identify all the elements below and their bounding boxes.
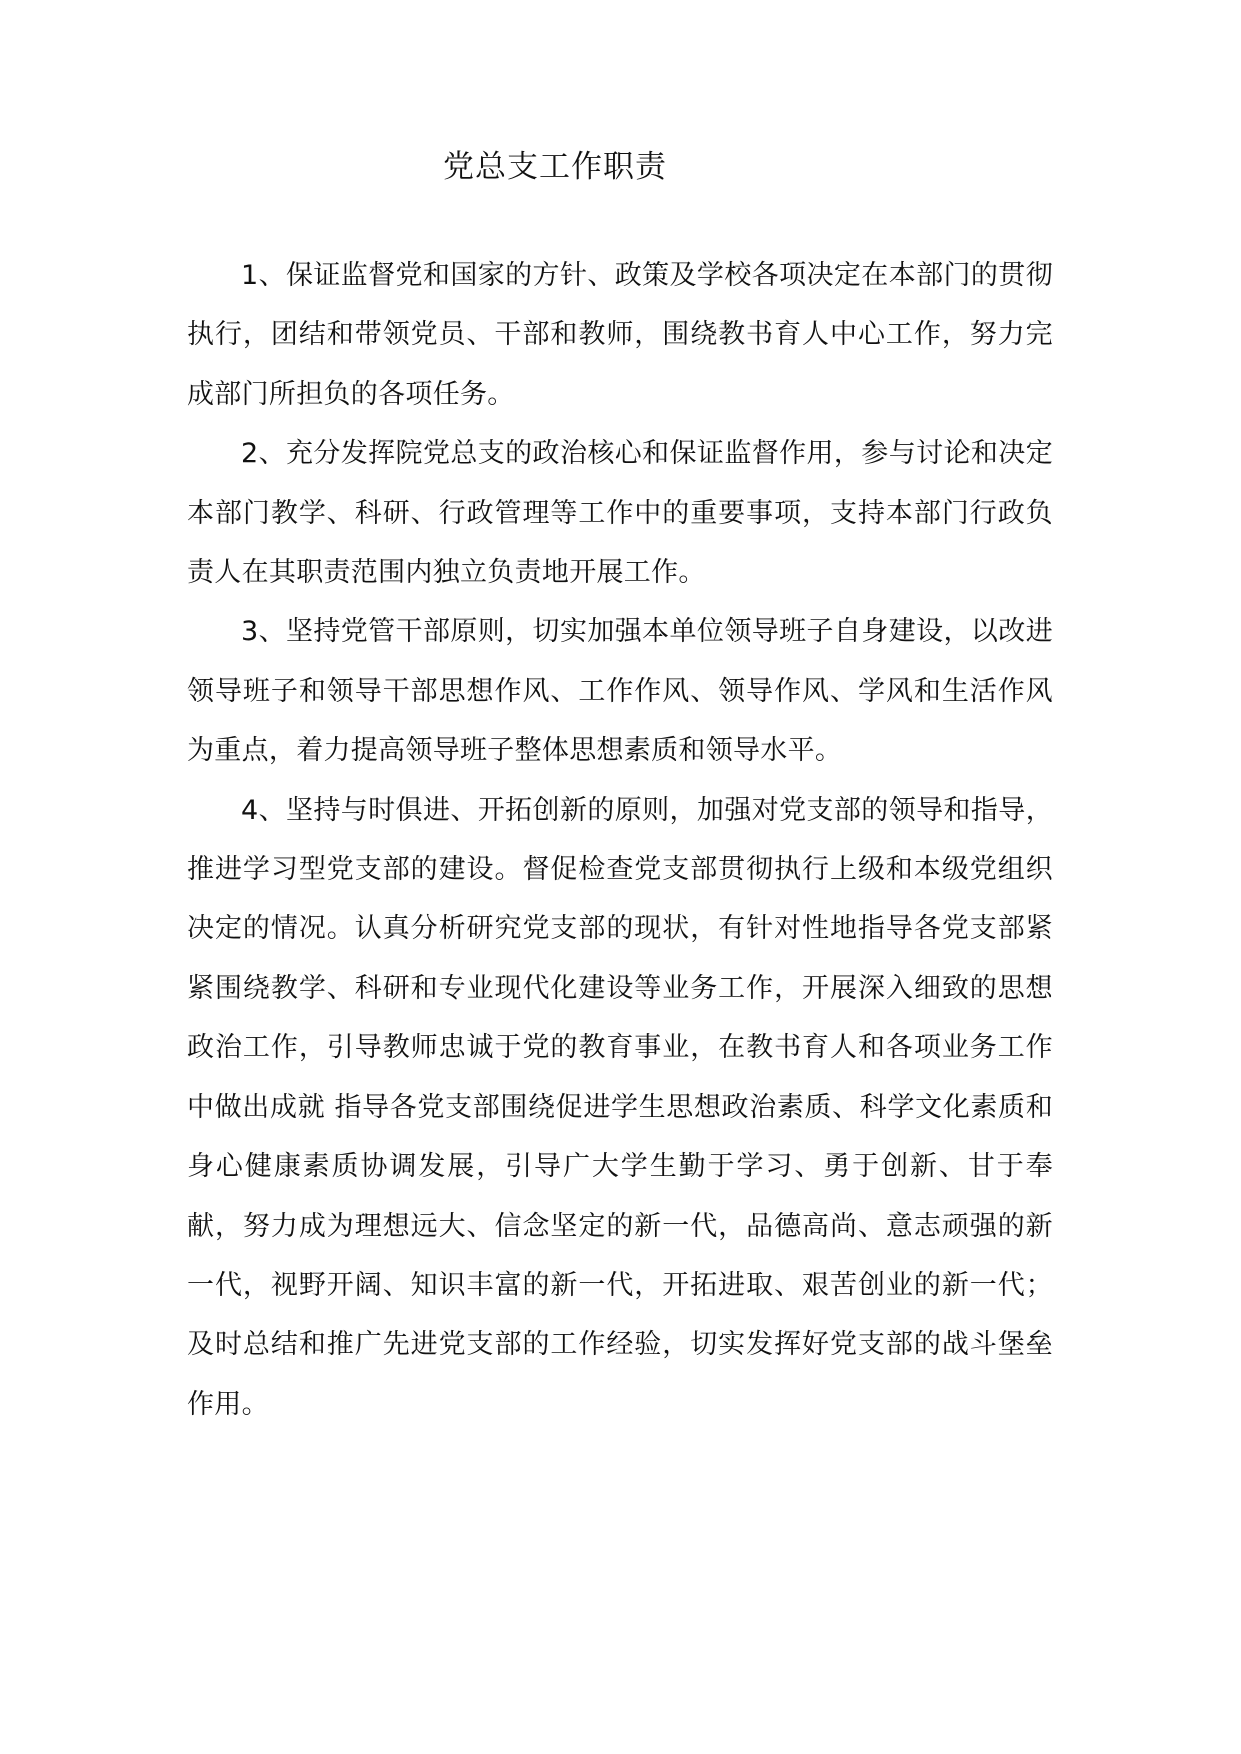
paragraph-3: 3、坚持党管干部原则，切实加强本单位领导班子自身建设，以改进领导班子和领导干部思想作风、工作作风、领导作风、学风和生活作风为重点，着力提高领导班子整体思想素质和领导水平。 — [187, 616, 1053, 767]
document-title: 党总支工作职责 — [443, 149, 667, 185]
paragraph-4: 4、坚持与时俱进、开拓创新的原则，加强对党支部的领导和指导，推进学习型党支部的建设。督促检查党支部贯彻执行上级和本级党组织决定的情况。认真分析研究党支部的现状，有针对性地指导各党支部紧紧围绕教学、科研和专业现代化建设等业务工作，开展深入细致的思想政治工作，引导教师忠诚于党的教育事业，在教书育人和各项业务工作中做出成就 指导各党支部围绕促进学生思想政治素质、科学文化素质和身心健康素质协调发展，引导广大学生勤于学习、勇于创新、甘于奉献，努力成为理想远大、信念坚定的新一代，品德高尚、意志顽强的新一代，视野开阔、知识丰富的新一代，开拓进取、艰苦创业的新一代；及时总结和推广先进党支部的工作经验，切实发挥好党支部的战斗堡垒作用。 — [187, 794, 1053, 1420]
paragraph-2: 2、充分发挥院党总支的政治核心和保证监督作用，参与讨论和决定本部门教学、科研、行政管理等工作中的重要事项，支持本部门行政负责人在其职责范围内独立负责地开展工作。 — [187, 438, 1053, 589]
paragraph-1: 1、保证监督党和国家的方针、政策及学校各项决定在本部门的贯彻执行，团结和带领党员、干部和教师，围绕教书育人中心工作，努力完成部门所担负的各项任务。 — [187, 260, 1053, 410]
document-body — [187, 246, 1053, 1434]
